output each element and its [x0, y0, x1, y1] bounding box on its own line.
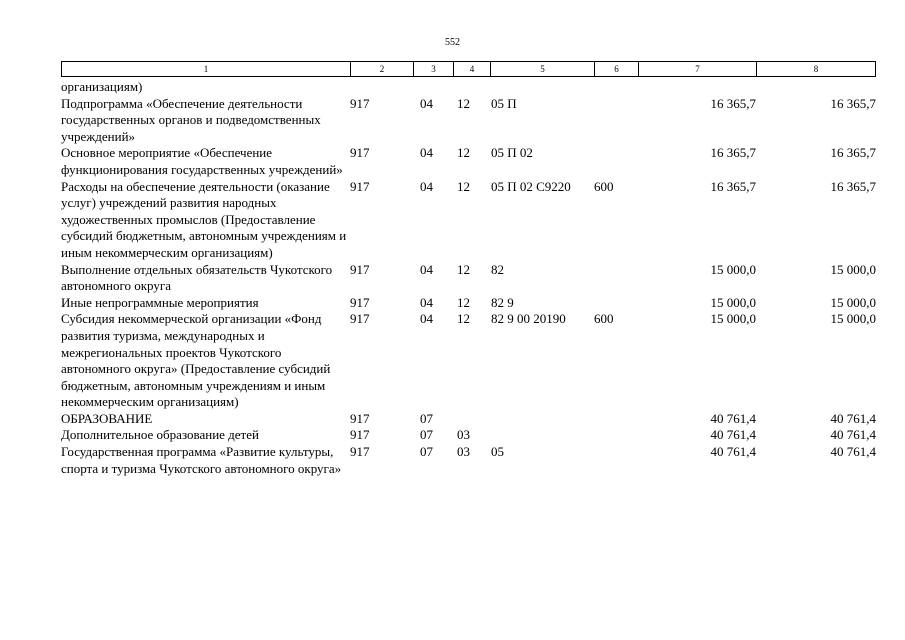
table-row — [61, 179, 876, 262]
cell-col-5 — [491, 427, 594, 444]
row-name: Иные непрограммные мероприятия — [61, 294, 259, 310]
cell-col-5: 82 9 00 20190 — [491, 311, 566, 327]
cell-col-6 — [594, 96, 638, 146]
cell-col-3: 04 — [420, 145, 433, 161]
cell-col-5: 05 П — [491, 95, 517, 111]
column-header-4: 4 — [454, 62, 491, 76]
cell-col-5: 82 — [491, 261, 504, 277]
cell-col-4 — [455, 79, 491, 96]
cell-col-7: 40 761,4 — [710, 427, 756, 443]
row-name: Дополнительное образование детей — [61, 427, 259, 443]
cell-col-2: 917 — [350, 410, 370, 426]
cell-col-8: 40 761,4 — [830, 444, 876, 460]
table-body — [61, 79, 876, 477]
row-name: Подпрограмма «Обеспечение деятельности государственных органов и подведомственных учреждений» — [61, 95, 321, 144]
cell-col-4: 12 — [457, 95, 470, 111]
cell-col-3: 04 — [420, 178, 433, 194]
cell-col-7: 16 365,7 — [710, 178, 756, 194]
row-name: Расходы на обеспечение деятельности (оказание услуг) учреждений развития народных художественных промыслов (Предоставление субсидий бюджетным, автономным учреждениям и иным некоммерческим организациям) — [61, 178, 347, 260]
column-header-3: 3 — [414, 62, 454, 76]
row-name: организациям) — [61, 79, 143, 94]
cell-col-5 — [491, 411, 594, 428]
cell-col-8: 40 761,4 — [830, 427, 876, 443]
cell-col-8: 16 365,7 — [830, 145, 876, 161]
cell-col-6 — [594, 427, 638, 444]
row-name: Выполнение отдельных обязательств Чукотского автономного округа — [61, 261, 333, 294]
cell-col-8: 16 365,7 — [830, 95, 876, 111]
cell-col-5: 05 П 02 — [491, 145, 533, 161]
cell-col-7: 16 365,7 — [710, 145, 756, 161]
cell-col-7: 16 365,7 — [710, 95, 756, 111]
cell-col-6 — [594, 262, 638, 295]
table-row — [61, 96, 876, 146]
cell-col-3: 04 — [420, 311, 433, 327]
cell-col-8: 16 365,7 — [830, 178, 876, 194]
cell-col-4: 03 — [457, 427, 470, 443]
table-row — [61, 295, 876, 312]
cell-col-2: 917 — [350, 95, 370, 111]
cell-col-3: 07 — [420, 427, 433, 443]
cell-col-7: 15 000,0 — [710, 261, 756, 277]
cell-col-6 — [594, 444, 638, 477]
cell-col-8: 15 000,0 — [830, 294, 876, 310]
cell-col-2: 917 — [350, 444, 370, 460]
cell-col-6 — [594, 411, 638, 428]
cell-col-2: 917 — [350, 178, 370, 194]
cell-col-7: 40 761,4 — [710, 410, 756, 426]
cell-col-3: 04 — [420, 95, 433, 111]
cell-col-2: 917 — [350, 145, 370, 161]
cell-col-6: 600 — [594, 311, 614, 327]
cell-col-4: 12 — [457, 261, 470, 277]
cell-col-2: 917 — [350, 294, 370, 310]
cell-col-6 — [594, 295, 638, 312]
cell-col-2: 917 — [350, 311, 370, 327]
cell-col-6 — [594, 145, 638, 178]
cell-col-7 — [638, 79, 756, 96]
cell-col-8: 15 000,0 — [830, 311, 876, 327]
cell-col-5 — [491, 79, 594, 96]
cell-col-2 — [350, 79, 414, 96]
cell-col-7: 15 000,0 — [710, 294, 756, 310]
cell-col-5: 82 9 — [491, 294, 514, 310]
cell-col-6 — [594, 79, 638, 96]
column-header-5: 5 — [491, 62, 595, 76]
cell-col-4: 12 — [457, 178, 470, 194]
cell-col-8 — [756, 79, 876, 96]
table-header — [61, 61, 876, 77]
cell-col-4: 12 — [457, 311, 470, 327]
table-row — [61, 427, 876, 444]
cell-col-3 — [414, 79, 455, 96]
cell-col-7: 15 000,0 — [710, 311, 756, 327]
cell-col-4: 12 — [457, 294, 470, 310]
row-name: Государственная программа «Развитие культуры, спорта и туризма Чукотского автономного округа» — [61, 444, 342, 476]
cell-col-3: 04 — [420, 261, 433, 277]
cell-col-7: 40 761,4 — [710, 444, 756, 460]
column-header-8: 8 — [813, 64, 819, 74]
table-row — [61, 262, 876, 295]
cell-col-4: 12 — [457, 145, 470, 161]
column-header-6: 6 — [595, 62, 639, 76]
table-row — [61, 79, 876, 96]
table-row — [61, 444, 876, 477]
table-row — [61, 145, 876, 178]
cell-col-3: 04 — [420, 294, 433, 310]
table-row — [61, 411, 876, 428]
row-name: ОБРАЗОВАНИЕ — [61, 410, 153, 426]
cell-col-8: 40 761,4 — [830, 410, 876, 426]
column-header-7: 7 — [639, 62, 757, 76]
row-name: Основное мероприятие «Обеспечение функционирования государственных учреждений» — [61, 145, 343, 177]
row-name: Субсидия некоммерческой организации «Фонд развития туризма, международных и межрегиональных проектов Чукотского автономного округа» (Предоставление субсидий бюджетным, автономным учреждениям и иным некоммерческим организациям) — [61, 311, 331, 410]
column-header-1: 1 — [62, 62, 351, 76]
cell-col-8: 15 000,0 — [830, 261, 876, 277]
cell-col-5: 05 — [491, 444, 504, 460]
cell-col-6: 600 — [594, 178, 614, 194]
cell-col-2: 917 — [350, 427, 370, 443]
cell-col-2: 917 — [350, 261, 370, 277]
table-row — [61, 311, 876, 411]
cell-col-4 — [455, 411, 491, 428]
cell-col-5: 05 П 02 С9220 — [491, 178, 571, 194]
cell-col-4: 03 — [457, 444, 470, 460]
cell-col-3: 07 — [420, 410, 433, 426]
column-header-2: 2 — [351, 62, 414, 76]
cell-col-3: 07 — [420, 444, 433, 460]
page-number: 552 — [445, 37, 460, 48]
